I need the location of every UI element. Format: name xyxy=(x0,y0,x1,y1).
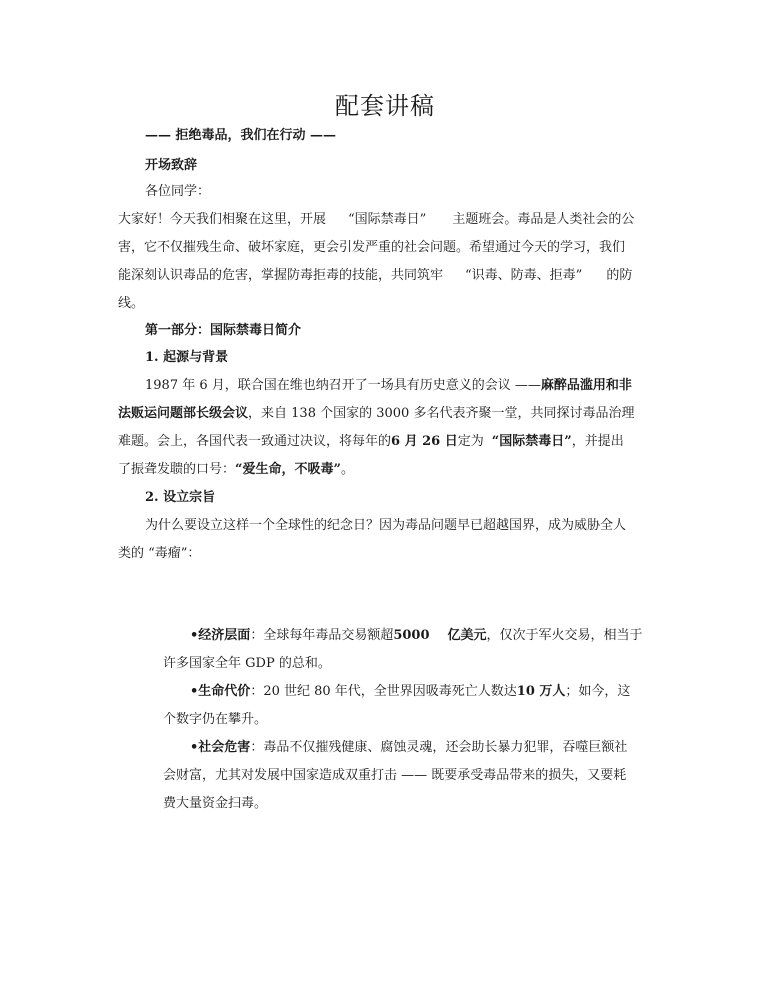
text-run: ，仅次于军火交易，相当于 xyxy=(486,628,643,643)
section2-line-1: 为什么要设立这样一个全球性的纪念日？因为毒品问题早已超越国界，成为威胁全人 xyxy=(145,518,627,533)
section2-line-2: 类的 “毒瘤”： xyxy=(118,546,201,561)
section1-heading: 1. 起源与背景 xyxy=(145,350,229,365)
opening-line-2: 害，它不仅摧残生命、破坏家庭，更会引发严重的社会问题。希望通过今天的学习，我们 xyxy=(118,240,626,255)
date-highlight: 6 月 26 日 xyxy=(391,434,458,449)
text-run: ：毒品不仅摧残健康、腐蚀灵魂，还会助长暴力犯罪，吞噬巨额社 xyxy=(250,740,628,755)
bullet-label-life: •生命代价 xyxy=(190,684,251,699)
bullet-social-line-2: 会财富，尤其对发展中国家造成双重打击 —— 既要承受毒品带来的损失，又要耗 xyxy=(163,768,627,783)
section1-line-4 xyxy=(118,461,354,479)
bullet-label-social: •社会危害 xyxy=(190,740,251,755)
opening-line-4: 线。 xyxy=(118,296,145,311)
text-run: ，并提出 xyxy=(571,434,624,449)
text-run: ，来自 138 个国家的 3000 多名代表齐聚一堂，共同探讨毒品治理 xyxy=(248,406,635,421)
text-run: 能深刻认识毒品的危害，掌握防毒拒毒的技能，共同筑牢 xyxy=(118,268,444,283)
text-run: 。 xyxy=(340,462,354,477)
text-run: ：全球每年毒品交易额超 xyxy=(250,628,394,643)
text-run: 难题。会上，各国代表一致通过决议，将每年的 xyxy=(118,434,392,449)
subtitle: —— 拒绝毒品，我们在行动 —— xyxy=(145,128,337,143)
opening-heading: 开场致辞 xyxy=(145,158,198,173)
section2-heading: 2. 设立宗旨 xyxy=(145,490,216,505)
conference-name: 麻醉品滥用和非 xyxy=(540,378,632,393)
bullet-social xyxy=(190,739,627,757)
conference-name-cont: 法贩运问题部长级会议 xyxy=(118,406,249,421)
text-run: 1987 年 6 月，联合国在维也纳召开了一场具有历史意义的会议 —— xyxy=(145,378,541,393)
section1-line-3 xyxy=(118,433,624,451)
bullet-label-economic: •经济层面 xyxy=(190,628,251,643)
document-title: 配套讲稿 xyxy=(335,92,435,120)
text-run: 大家好！今天我们相聚在这里，开展 xyxy=(118,212,327,227)
bullet-life xyxy=(190,683,630,701)
opening-line-3 xyxy=(118,267,632,285)
bullet-life-line-2: 个数字仍在攀升。 xyxy=(163,712,268,727)
section1-line-2 xyxy=(118,405,634,423)
part1-heading: 第一部分：国际禁毒日简介 xyxy=(145,323,302,338)
trade-amount: 5000 xyxy=(393,628,430,643)
bullet-economic xyxy=(190,627,643,645)
text-run: ：20 世纪 80 年代，全世界因吸毒死亡人数达 xyxy=(250,684,517,699)
slogan-highlight: “爱生命，不吸毒” xyxy=(235,462,341,477)
defense-line-quote: “识毒、防毒、拒毒” xyxy=(465,268,583,283)
greeting: 各位同学： xyxy=(145,184,211,199)
text-run: 了振聋发聩的口号： xyxy=(118,462,236,477)
text-run: ；如今，这 xyxy=(565,684,631,699)
event-name-quote: “国际禁毒日” xyxy=(348,212,427,227)
bullet-economic-line-2: 许多国家全年 GDP 的总和。 xyxy=(163,656,331,671)
trade-unit: 亿美元 xyxy=(447,628,487,643)
bullet-social-line-3: 费大量资金扫毒。 xyxy=(163,796,268,811)
death-count: 10 万人 xyxy=(516,684,566,699)
text-run: 的防 xyxy=(606,268,633,283)
opening-line-1 xyxy=(118,211,634,229)
text-run: 主题班会。毒品是人类社会的公 xyxy=(452,212,635,227)
section1-line-1 xyxy=(145,377,632,395)
text-run: 定为 xyxy=(457,434,484,449)
event-name-highlight: “国际禁毒日” xyxy=(491,434,572,449)
